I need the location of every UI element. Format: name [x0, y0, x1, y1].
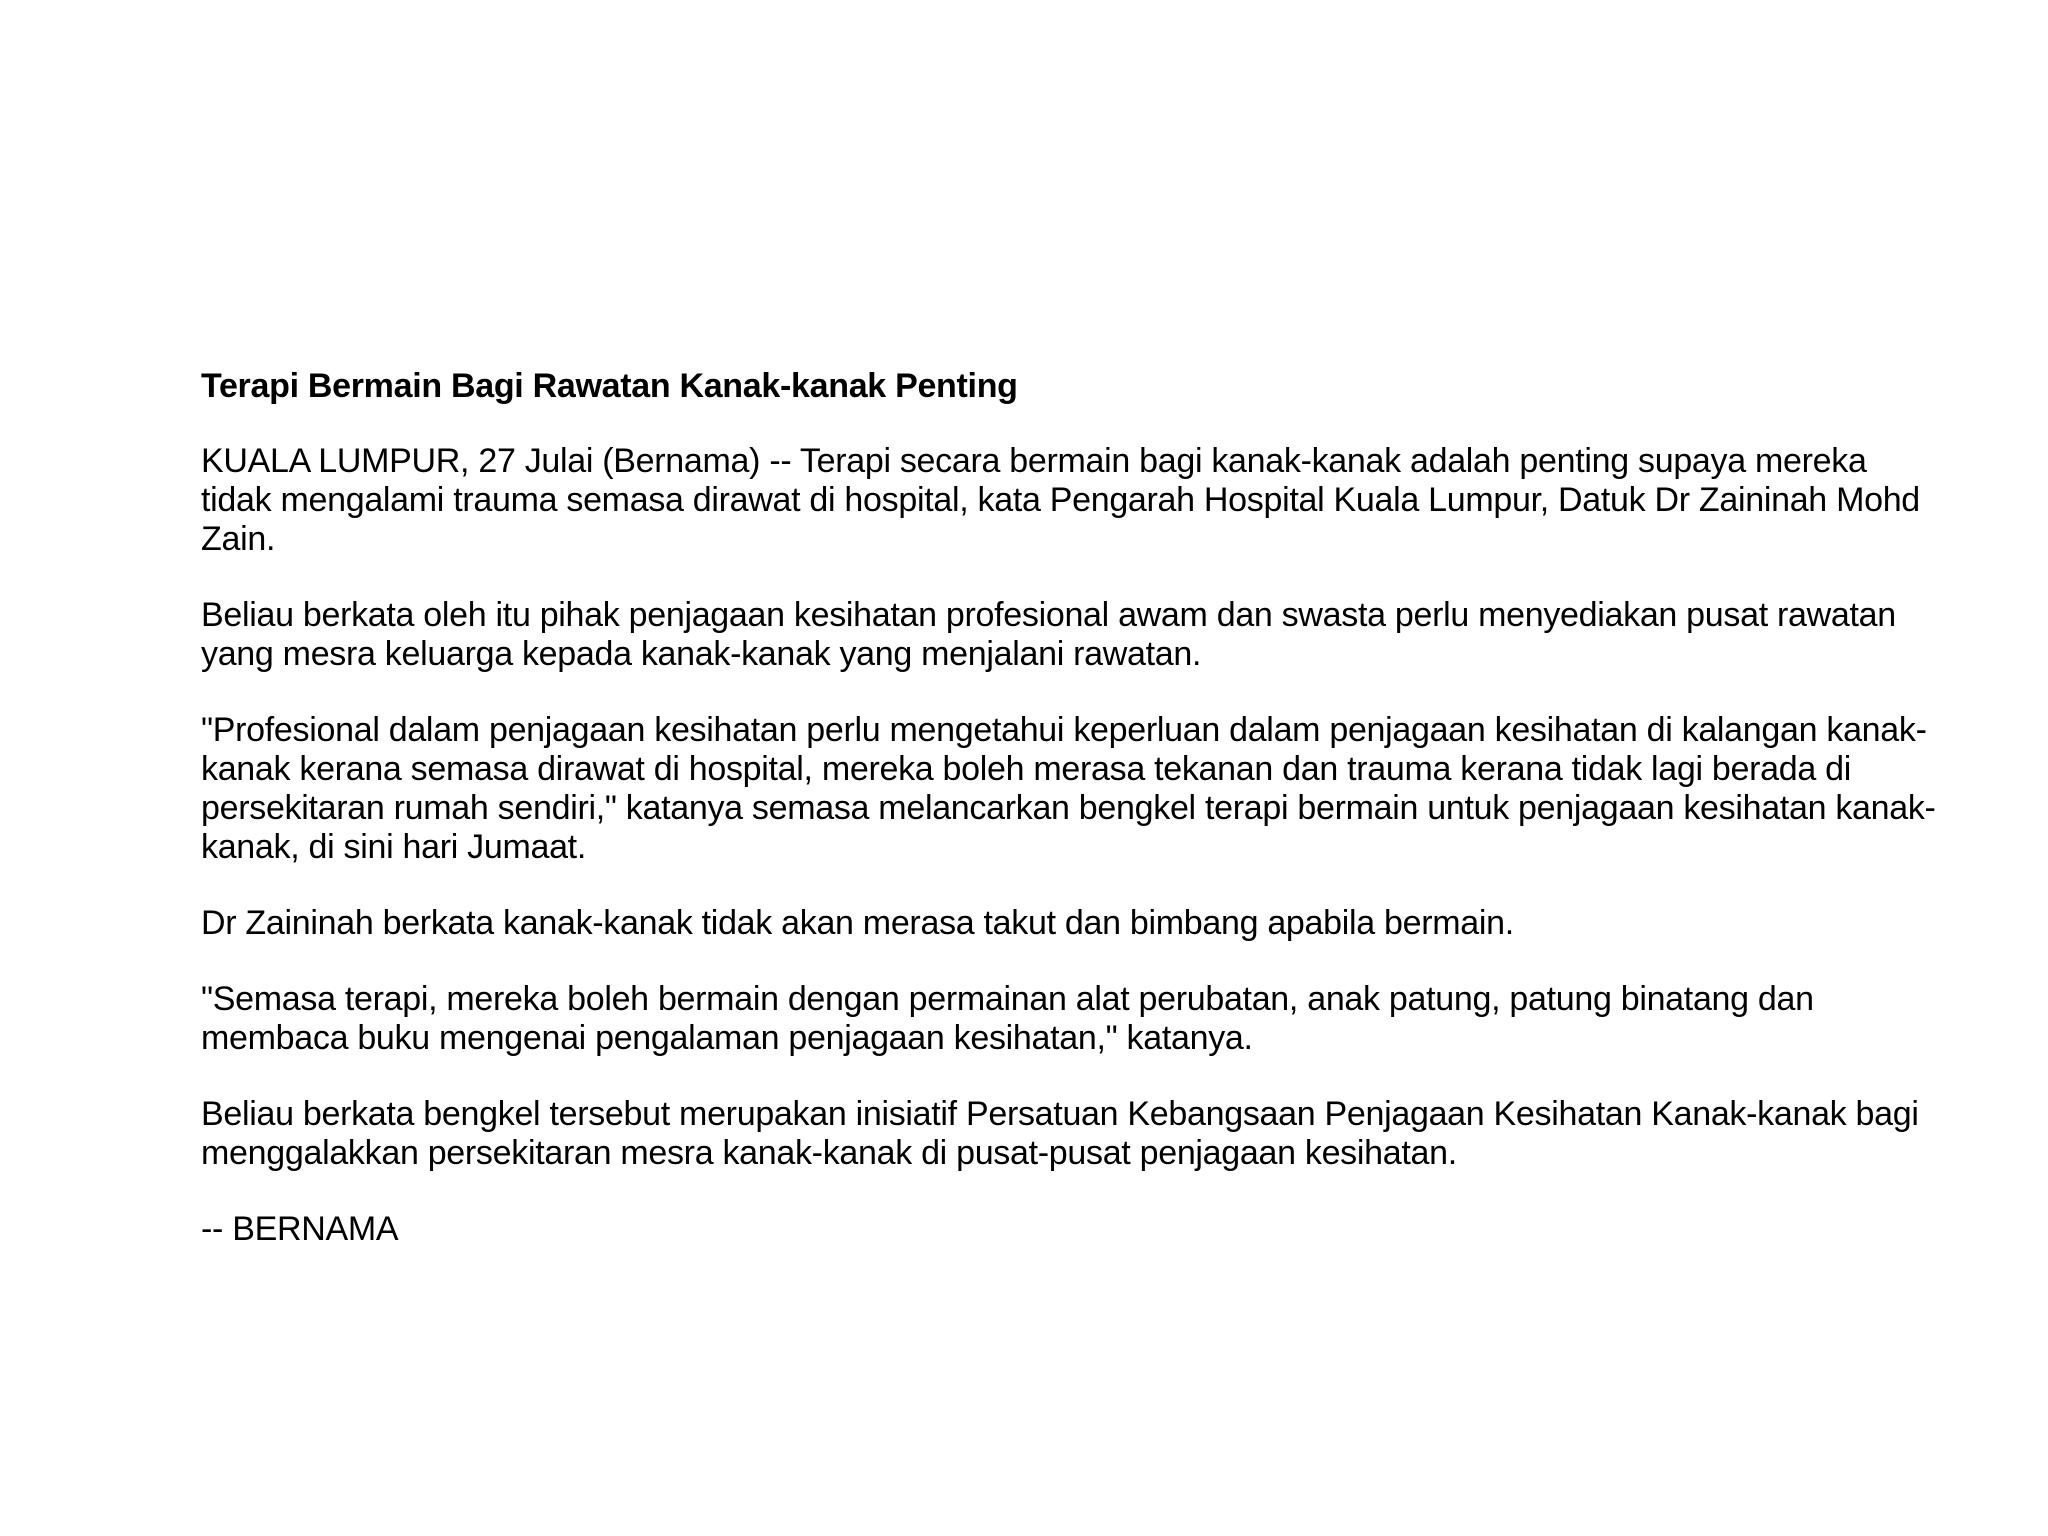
article-paragraph: Dr Zaininah berkata kanak-kanak tidak akan merasa takut dan bimbang apabila bermain. [201, 904, 1514, 942]
news-article [201, 366, 1941, 1249]
article-credit: -- BERNAMA [201, 1210, 399, 1248]
article-paragraph: KUALA LUMPUR, 27 Julai (Bernama) -- Terapi secara bermain bagi kanak-kanak adalah penting supaya mereka tidak mengalami trauma semasa dirawat di hospital, kata Pengarah Hospital Kuala Lumpur, Datuk Dr Zaininah Mohd Zain. [201, 442, 1920, 558]
article-headline: Terapi Bermain Bagi Rawatan Kanak-kanak Penting [201, 367, 1018, 405]
article-paragraph: "Semasa terapi, mereka boleh bermain dengan permainan alat perubatan, anak patung, patung binatang dan membaca buku mengenai pengalaman penjagaan kesihatan," katanya. [201, 980, 1814, 1057]
article-paragraph: Beliau berkata bengkel tersebut merupakan inisiatif Persatuan Kebangsaan Penjagaan Kesihatan Kanak-kanak bagi menggalakkan persekitaran mesra kanak-kanak di pusat-pusat penjagaan kesihatan. [201, 1095, 1919, 1172]
article-paragraph: "Profesional dalam penjagaan kesihatan perlu mengetahui keperluan dalam penjagaan kesihatan di kalangan kanak-kanak kerana semasa dirawat di hospital, mereka boleh merasa tekanan dan trauma kerana tidak lagi berada di persekitaran rumah sendiri," katanya semasa melancarkan bengkel terapi bermain untuk penjagaan kesihatan kanak-kanak, di sini hari Jumaat. [201, 711, 1936, 866]
article-paragraph: Beliau berkata oleh itu pihak penjagaan kesihatan profesional awam dan swasta perlu menyediakan pusat rawatan yang mesra keluarga kepada kanak-kanak yang menjalani rawatan. [201, 596, 1896, 673]
